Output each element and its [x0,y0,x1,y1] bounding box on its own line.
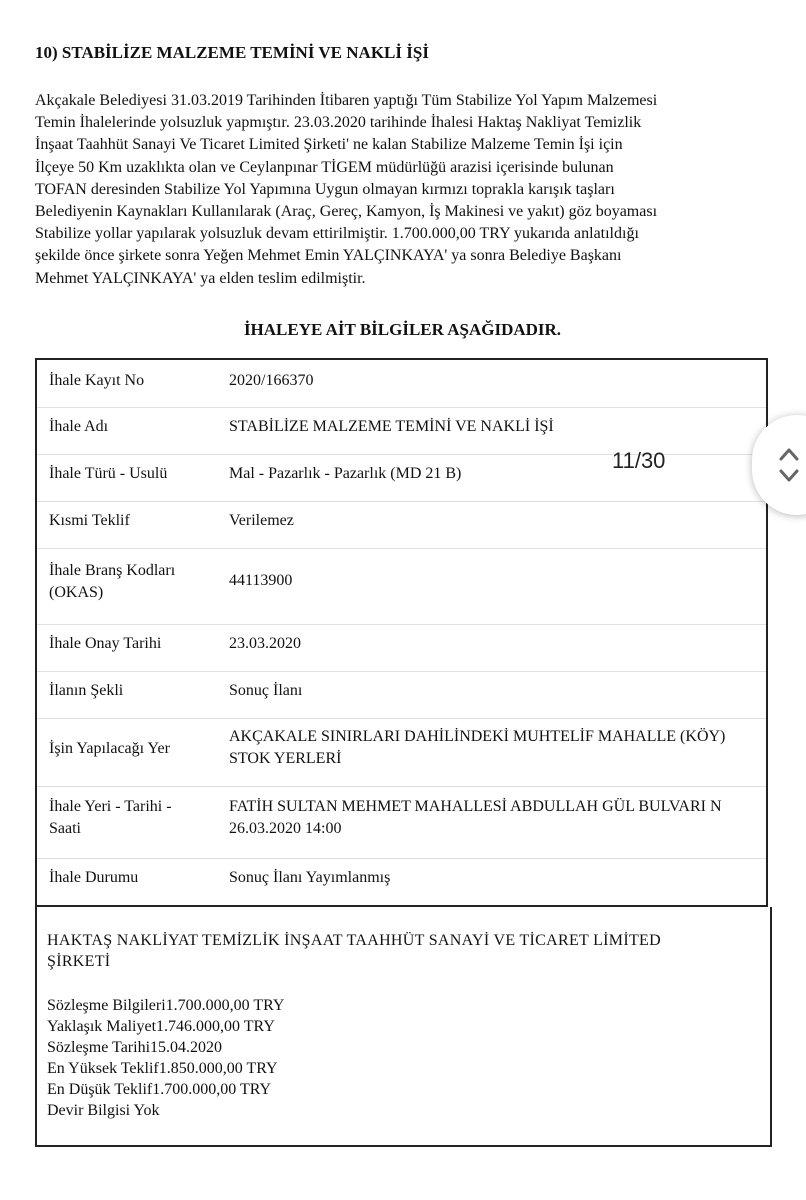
page-indicator: 11/30 [612,448,666,473]
paragraph-line: Temin İhalelerinde yolsuzluk yapmıştır. 23.03.2020 tarihinde İhalesi Haktaş Nakliyat Temizlik [35,114,642,132]
contract-detail-line: En Düşük Teklif1.700.000,00 TRY [47,1081,272,1098]
table-row [37,786,768,859]
row-value [229,796,722,840]
paragraph-line: İlçeye 50 Km uzaklıkta olan ve Ceylanpınar TİGEM müdürlüğü arazisi içerisinde bulunan [35,158,614,176]
contract-detail-line: En Yüksek Teklif1.850.000,00 TRY [47,1060,278,1077]
tender-info-subheading: İHALEYE AİT BİLGİLER AŞAĞIDADIR. [243,320,562,339]
contract-details [47,995,284,1121]
paragraph-line: TOFAN deresinden Stabilize Yol Yapımına Uygun olmayan kırmızı toprakla karışık taşları [35,180,615,198]
row-value: Sonuç İlanı [229,682,303,699]
row-value: 2020/166370 [229,372,314,389]
row-label-line: İhale Yeri - Tarihi - [49,798,172,815]
row-label: İlanın Şekli [49,682,124,699]
contract-detail-line: Sözleşme Tarihi15.04.2020 [47,1039,223,1056]
row-label [49,796,219,840]
table-row [37,360,768,408]
row-value: STABİLİZE MALZEME TEMİNİ VE NAKLİ İŞİ [229,418,554,435]
row-value: Sonuç İlanı Yayımlanmış [229,869,391,886]
table-row [37,718,768,787]
contract-detail-line: Sözleşme Bilgileri1.700.000,00 TRY [47,997,285,1014]
row-value: 23.03.2020 [229,635,301,652]
row-value: Verilemez [229,512,294,529]
paragraph-line: Mehmet YALÇINKAYA' ya elden teslim edilmiştir. [35,269,366,287]
paragraph-line: Belediyenin Kaynakları Kullanılarak (Araç, Gereç, Kamyon, İş Makinesi ve yakıt) göz boyaması [35,203,658,221]
table-row [37,501,768,549]
row-label-line: İhale Branş Kodları [49,562,176,579]
table-row [37,624,768,672]
table-row [37,548,768,625]
section-heading: 10) STABİLİZE MALZEME TEMİNİ VE NAKLİ İŞİ [35,43,429,62]
row-label: İhale Türü - Usulü [49,465,168,482]
contract-detail-line: Devir Bilgisi Yok [47,1102,160,1119]
paragraph-line: Stabilize yollar yapılarak yolsuzluk devam ettirilmiştir. 1.700.000,00 TRY yukarıda anlatıldığı [35,225,639,243]
body-paragraph [35,90,795,290]
row-value [229,726,725,770]
row-label: Kısmi Teklif [49,512,130,529]
table-row [37,671,768,719]
company-name [47,930,762,972]
scroll-up-down-icon [777,445,801,485]
company-name-line: HAKTAŞ NAKLİYAT TEMİZLİK İNŞAAT TAAHHÜT SANAYİ VE TİCARET LİMİTED [47,932,661,949]
row-label-line: (OKAS) [49,584,104,601]
row-label: İhale Onay Tarihi [49,635,162,652]
row-label: İhale Durumu [49,869,139,886]
company-name-line: ŞİRKETİ [47,953,111,970]
row-value-line: AKÇAKALE SINIRLARI DAHİLİNDEKİ MUHTELİF MAHALLE (KÖY) [229,728,726,745]
row-value: Mal - Pazarlık - Pazarlık (MD 21 B) [229,465,462,482]
contract-detail-line: Yaklaşık Maliyet1.746.000,00 TRY [47,1018,275,1035]
paragraph-line: İnşaat Taahhüt Sanayi Ve Ticaret Limited Şirketi' ne kalan Stabilize Malzeme Temin İşi için [35,136,623,154]
paragraph-line: Akçakale Belediyesi 31.03.2019 Tarihinden İtibaren yaptığı Tüm Stabilize Yol Yapım Malzemesi [35,92,658,109]
row-value-line: FATİH SULTAN MEHMET MAHALLESİ ABDULLAH GÜL BULVARI N [229,798,722,815]
tender-info-table [35,358,768,907]
paragraph-line: şekilde önce şirkete sonra Yeğen Mehmet Emin YALÇINKAYA' ya sonra Belediye Başkanı [35,247,622,265]
row-label-line: Saati [49,820,81,837]
row-value: 44113900 [229,572,293,589]
table-row [37,858,768,907]
row-label: İşin Yapılacağı Yer [49,740,170,757]
row-label: İhale Kayıt No [49,372,145,389]
row-label [49,560,219,604]
row-value-line: STOK YERLERİ [229,750,342,767]
row-value-line: 26.03.2020 14:00 [229,820,342,837]
contract-result-box [35,907,772,1147]
row-label: İhale Adı [49,418,109,435]
